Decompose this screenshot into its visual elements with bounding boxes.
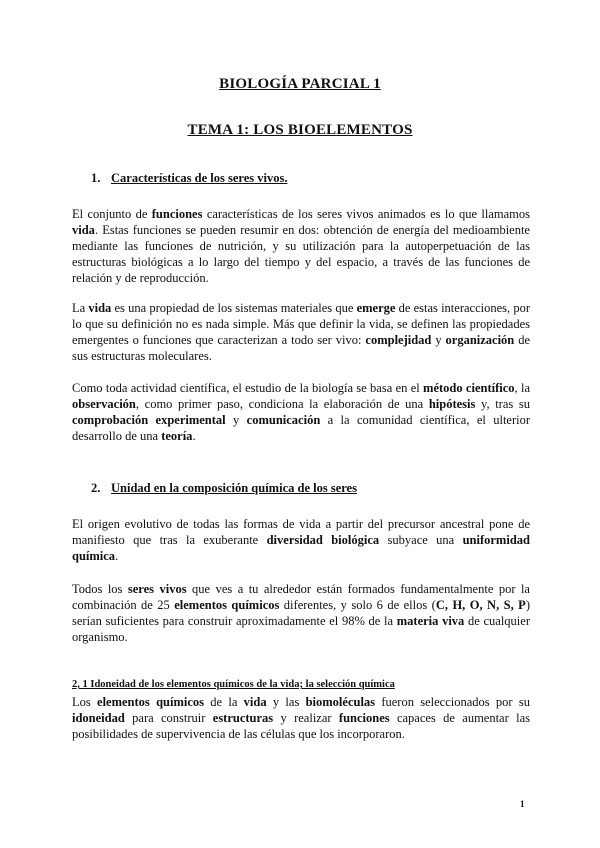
bold-term: complejidad [365,333,432,347]
bold-term: hipótesis [428,397,476,411]
text-run: fueron seleccionados por su [375,695,530,709]
text-run: características de los seres vivos animados es lo que llamamos [202,207,531,221]
bold-term: funciones [151,207,203,221]
text-run: Como toda actividad científica, el estudio de la biología se basa en el [72,381,424,395]
text-run: , como primer paso, condiciona la elaboración de una [135,397,429,411]
document-title: BIOLOGÍA PARCIAL 1 [219,76,381,92]
bold-term: emerge [356,301,396,315]
paragraph [72,380,530,444]
text-run: capaces de aumentar las posibilidades de supervivencia de las células que los incorporaron. [72,711,530,741]
section-title: Características de los seres vivos. [111,171,288,185]
text-run: que ves a tu alrededor están formados fundamentalmente por la combinación de 25 [72,582,530,612]
text-run: La [72,301,89,315]
paragraph [72,300,530,364]
bold-term: elementos químicos [174,598,280,612]
bold-term: observación [72,397,136,411]
text-run: diferentes, y solo 6 de ellos ( [279,598,436,612]
section-2-heading [91,481,357,496]
bold-term: diversidad biológica [266,533,380,547]
section-number: 1. [91,171,101,185]
subsection-heading: 2, 1 Idoneidad de los elementos químicos de la vida; la selección química [72,679,395,690]
text-run: y [431,333,446,347]
text-run: El conjunto de [72,207,152,221]
section-number: 2. [91,481,101,495]
paragraph [72,206,530,286]
text-run: de sus estructuras moleculares. [72,333,530,363]
text-run: . [192,429,196,443]
bold-term: idoneidad [72,711,125,725]
text-run: y realizar [273,711,339,725]
text-run: Todos los [72,582,128,596]
bold-term: vida [88,301,112,315]
bold-term: uniformidad química [72,533,530,563]
bold-term: C, H, O, N, S, P [435,598,526,612]
bold-term: vida [72,223,95,237]
bold-term: funciones [338,711,390,725]
section-1-heading [91,171,287,186]
text-run: El origen evolutivo de todas las formas de vida a partir del precursor ancestral pone de manifiesto que tras la exuberante [72,517,530,547]
text-run: , la [514,381,530,395]
bold-term: biomoléculas [305,695,376,709]
text-run: ) serían suficientes para construir aproximadamente el 98% de la [72,598,530,628]
topic-title: TEMA 1: LOS BIOELEMENTOS [187,122,413,138]
bold-term: método científico [423,381,515,395]
text-run: Los [72,695,98,709]
bold-term: organización [445,333,515,347]
text-run: . [115,549,119,563]
paragraph [72,516,530,564]
text-run: es una propiedad de los sistemas materiales que [111,301,357,315]
section-title: Unidad en la composición química de los seres [111,481,357,495]
text-run: y [225,413,247,427]
text-run: de la [204,695,244,709]
bold-term: teoría [161,429,193,443]
text-run: de estas interacciones, por lo que su definición no es nada simple. Más que definir la vida, se definen las propiedades emergentes o funciones que caracterizan a todo ser vivo: [72,301,530,347]
bold-term: elementos químicos [97,695,204,709]
bold-term: materia viva [396,614,465,628]
bold-term: seres vivos [127,582,187,596]
bold-term: vida [243,695,267,709]
text-run: de cualquier organismo. [72,614,530,644]
text-run: y las [266,695,306,709]
bold-term: comunicación [246,413,321,427]
paragraph [72,694,530,742]
text-run: para construir [124,711,213,725]
paragraph [72,581,530,645]
text-run: y, tras su [475,397,530,411]
bold-term: estructuras [212,711,274,725]
text-run: subyace una [379,533,463,547]
text-run: a la comunidad científica, el ulterior desarrollo de una [72,413,531,443]
text-run: . Estas funciones se pueden resumir en dos: obtención de energía del medioambiente mediante las funciones de nutrición, y su utilización para la autoperpetuación de las estructuras biológicas a lo largo del tiempo y del espacio, a través de las funciones de relación y de reproducción. [72,223,530,285]
page-number: 1 [520,799,525,809]
bold-term: comprobación experimental [72,413,226,427]
